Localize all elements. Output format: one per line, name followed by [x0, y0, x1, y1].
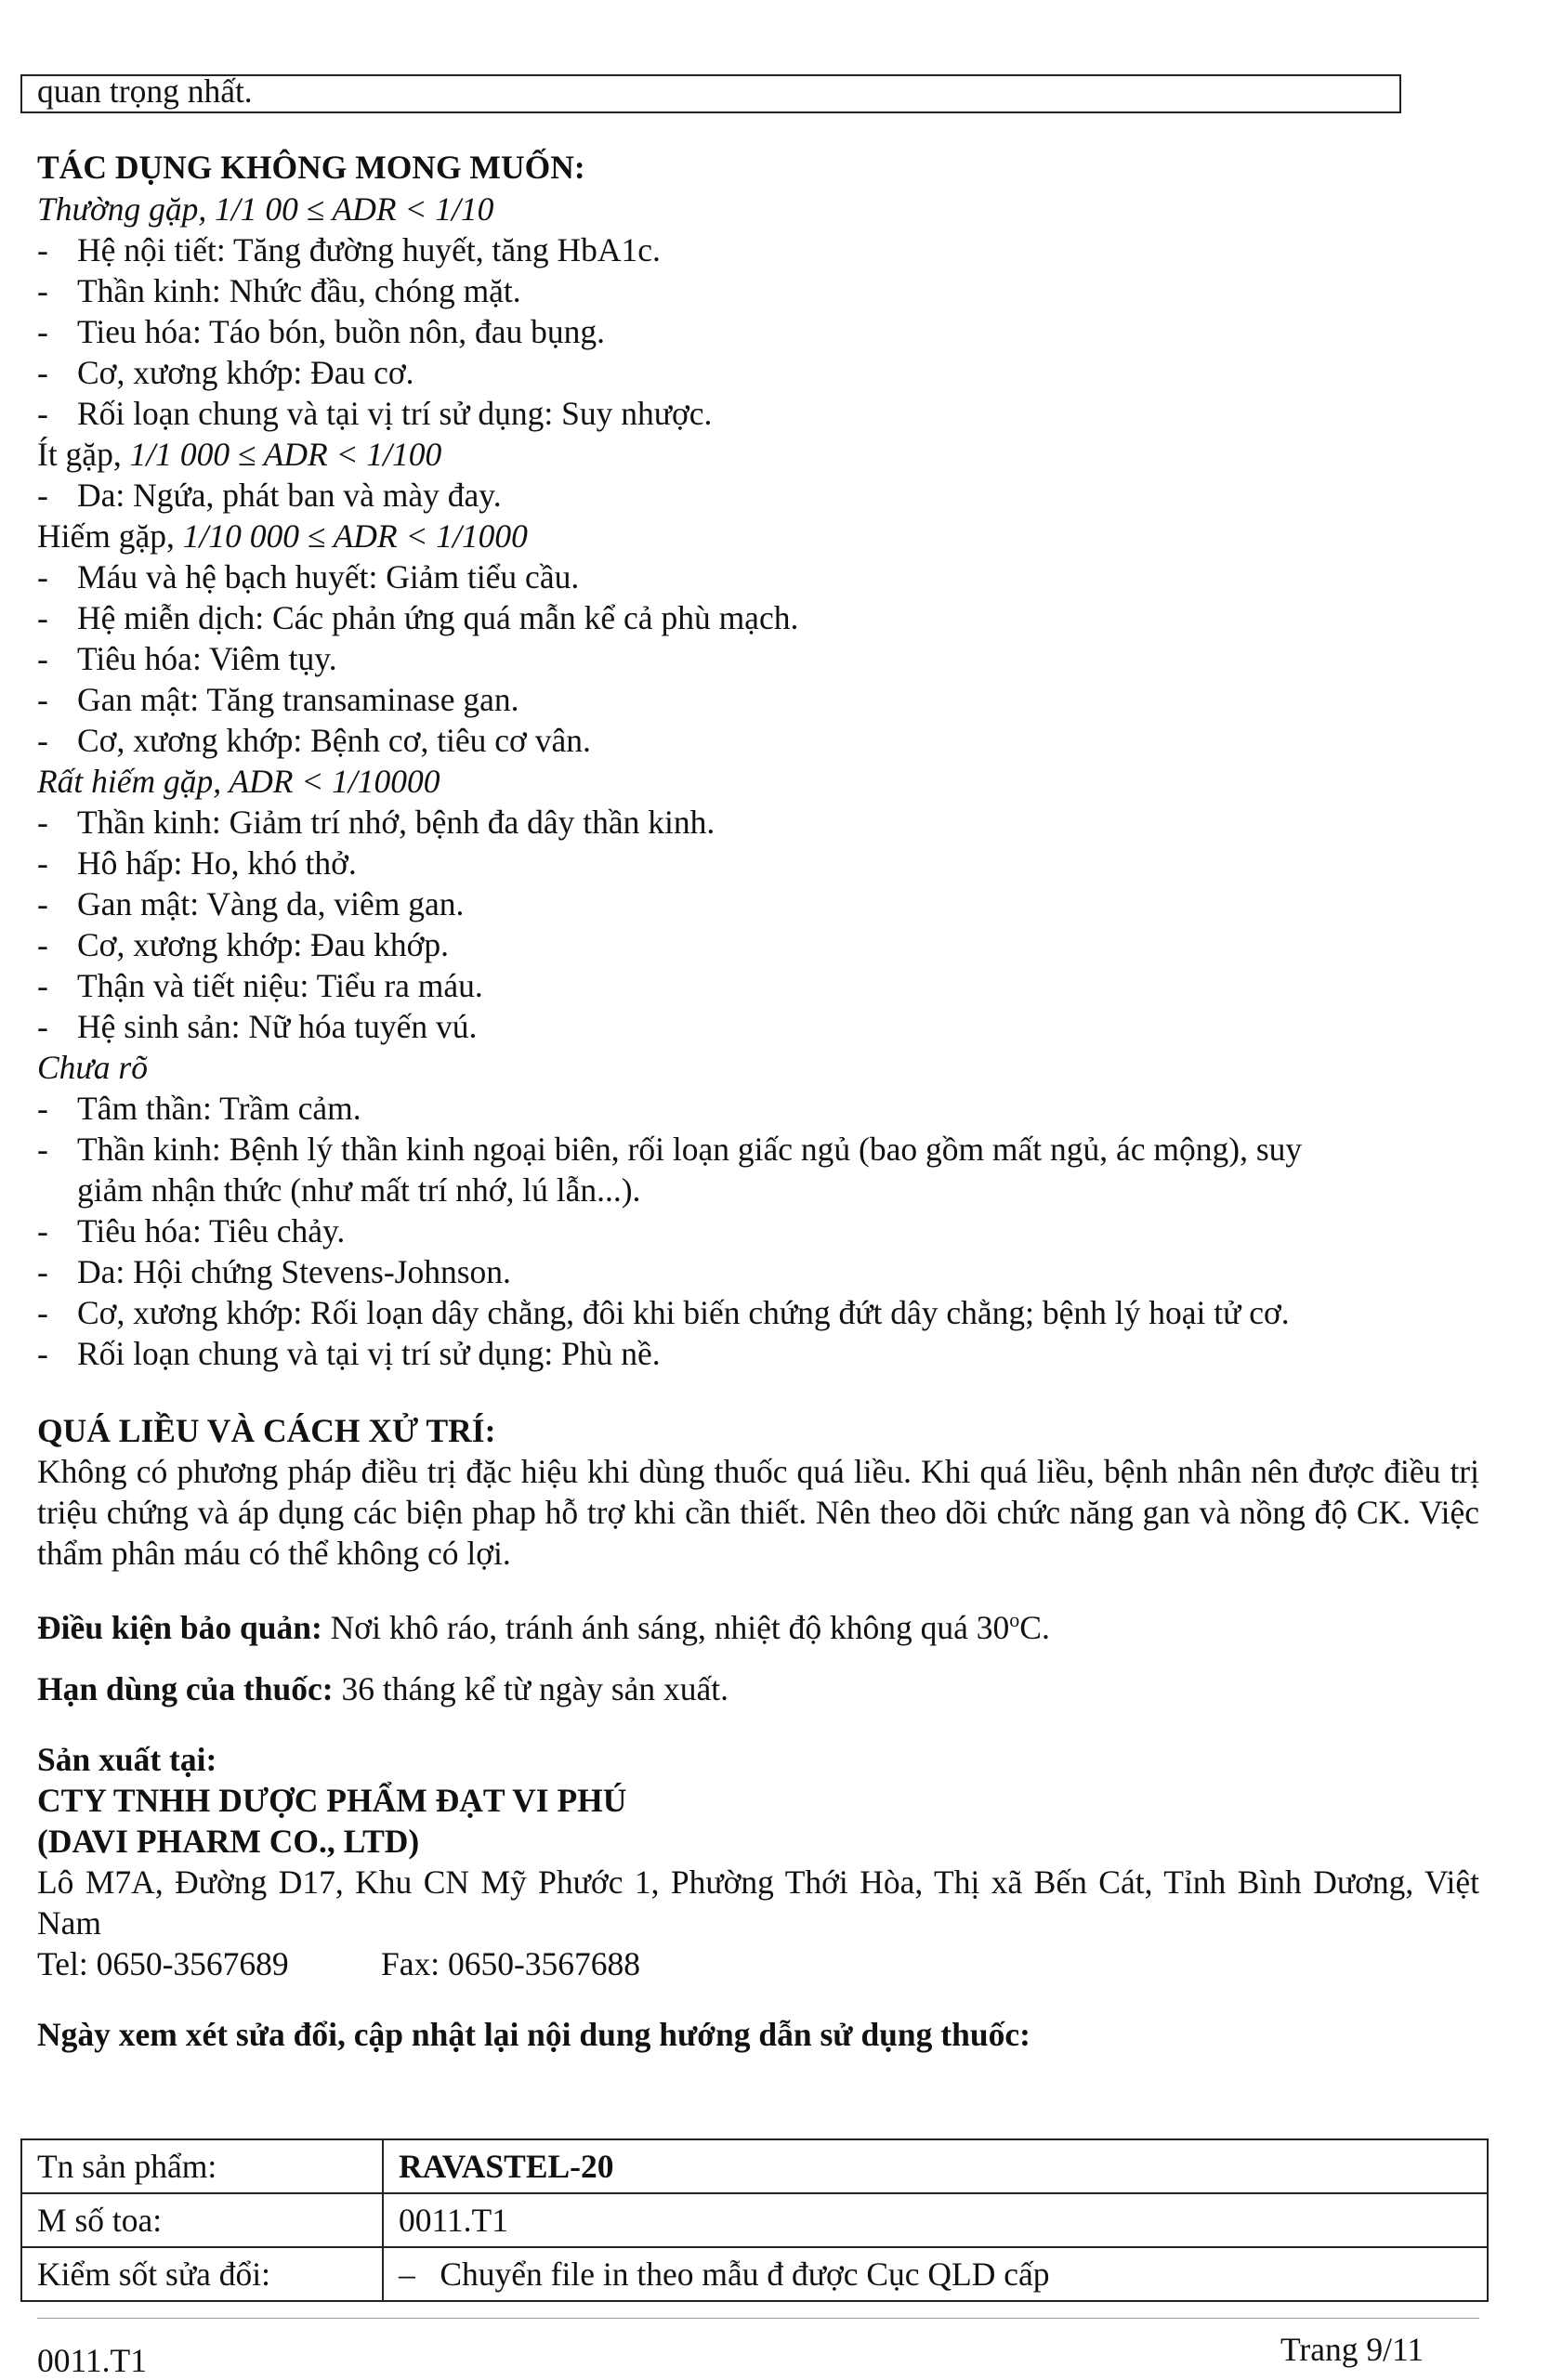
table-cell-key: M số toa: [21, 2193, 383, 2247]
table-cell-value: RAVASTEL-20 [383, 2139, 1488, 2193]
adr-rare-label: Hiếm gặp, 1/10 000 ≤ ADR < 1/1000 [37, 517, 528, 555]
footer-page-number: Trang 9/11 [1280, 2331, 1424, 2368]
adr-common-label: Thường gặp, 1/1 00 ≤ ADR < 1/10 [37, 190, 494, 228]
storage-line: Điều kiện bảo quản: Nơi khô ráo, tránh ánh sáng, nhiệt độ không quá 30$^o$C. [37, 1608, 1050, 1646]
continued-text-box [20, 74, 1401, 113]
table-cell-value: – Chuyển file in theo mẫu đ được Cục QLD cấp [383, 2247, 1488, 2301]
adr-very-rare-label: Rất hiếm gặp, ADR < 1/10000 [37, 763, 440, 800]
table-cell-key: Kiểm sốt sửa đổi: [21, 2247, 383, 2301]
adr-uncommon-label: Ít gặp, 1/1 000 ≤ ADR < 1/100 [37, 436, 442, 473]
table-row [21, 2193, 1488, 2247]
continued-text: quan trọng nhất. [37, 72, 253, 110]
adr-unknown-label: Chưa rõ [37, 1049, 148, 1086]
footer-divider [37, 2318, 1479, 2319]
manufacturer-tel: Tel: 0650-3567689 [37, 1945, 289, 1982]
adr-heading: TÁC DỤNG KHÔNG MONG MUỐN: [37, 149, 585, 186]
footer-code: 0011.T1 [37, 2342, 147, 2379]
review-date-label: Ngày xem xét sửa đổi, cập nhật lại nội dung hướng dẫn sử dụng thuốc: [37, 2016, 1030, 2053]
table-row [21, 2139, 1488, 2193]
manufacturer-address: Lô M7A, Đường D17, Khu CN Mỹ Phước 1, Phường Thới Hòa, Thị xã Bến Cát, Tỉnh Bình Dương, Việt Nam [37, 1863, 1479, 1942]
overdose-heading: QUÁ LIỀU VÀ CÁCH XỬ TRÍ: [37, 1412, 496, 1449]
table-cell-key: Tn sản phẩm: [21, 2139, 383, 2193]
manufacturer-label: Sản xuất tại: [37, 1741, 217, 1778]
manufacturer-name: CTY TNHH DƯỢC PHẨM ĐẠT VI PHÚ [37, 1782, 627, 1819]
table-row [21, 2247, 1488, 2301]
overdose-paragraph: Không có phương pháp điều trị đặc hiệu khi dùng thuốc quá liều. Khi quá liều, bệnh nhân nên được điều trị triệu chứng và áp dụng các biện phap hỗ trợ khi cần thiết. Nên theo dõi chức năng gan và nồng độ CK. Việc thẩm phân máu có thể không có lợi. [37, 1453, 1479, 1572]
shelf-life-line: Hạn dùng của thuốc: 36 tháng kể từ ngày sản xuất. [37, 1670, 729, 1707]
table-cell-value: 0011.T1 [383, 2193, 1488, 2247]
manufacturer-fax: Fax: 0650-3567688 [381, 1945, 641, 1982]
manufacturer-name-en: (DAVI PHARM CO., LTD) [37, 1823, 420, 1860]
revision-table [20, 2138, 1489, 2302]
